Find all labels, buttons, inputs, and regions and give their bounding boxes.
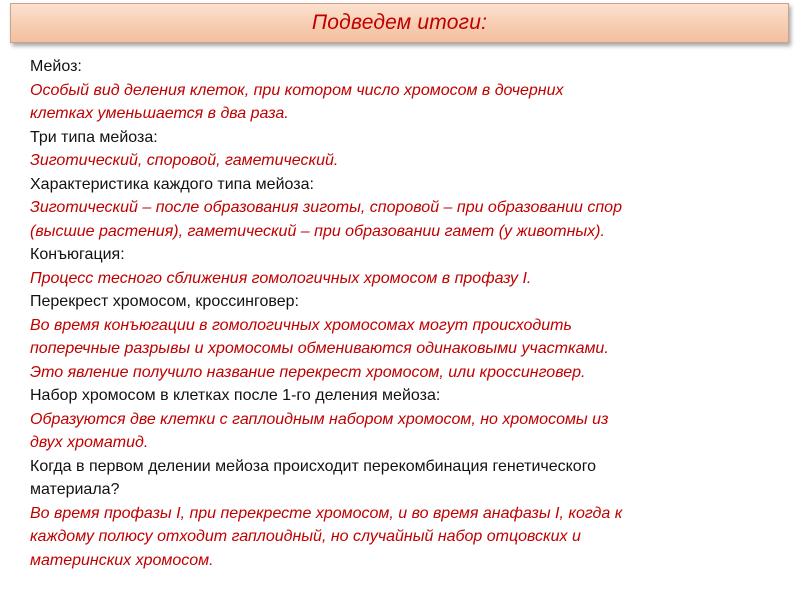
answer-line: Во время конъюгации в гомологичных хромосомах могут происходить — [30, 316, 572, 334]
answer-line: Зиготический, споровой, гаметический. — [30, 152, 339, 169]
answer-line: поперечные разрывы и хромосомы обмениваются одинаковыми участками. — [30, 340, 609, 357]
question-line: Три типа мейоза: — [30, 128, 158, 146]
question-line: Перекрест хромосом, кроссинговер: — [30, 293, 299, 310]
question-line: Конъюгация: — [30, 246, 125, 263]
question-line: Характеристика каждого типа мейоза: — [30, 175, 314, 193]
answer-line: Процесс тесного сближения гомологичных хромосом в профазу I. — [30, 269, 532, 287]
answer-line: Образуются две клетки с гаплоидным набором хромосом, но хромосомы из — [30, 410, 609, 428]
answer-line: каждому полюсу отходит гаплоидный, но случайный набор отцовских и — [30, 528, 581, 545]
answer-line: материнских хромосом. — [30, 551, 214, 569]
title-banner — [10, 3, 789, 43]
answer-line: Зиготический – после образования зиготы, споровой – при образовании спор — [30, 199, 622, 216]
answer-line: Во время профазы I, при перекресте хромосом, и во время анафазы I, когда к — [30, 504, 623, 522]
slide-title: Подведем итоги: — [311, 11, 488, 34]
question-line: Мейоз: — [30, 58, 82, 75]
question-line: материала? — [30, 481, 120, 498]
summary-content — [30, 55, 790, 572]
answer-line: Это явление получило название перекрест хромосом, или кроссинговер. — [30, 363, 586, 381]
answer-line: Особый вид деления клеток, при котором число хромосом в дочерних — [30, 81, 564, 99]
question-line: Когда в первом делении мейоза происходит перекомбинация генетического — [30, 457, 597, 475]
answer-line: (высшие растения), гаметический – при образовании гамет (у животных). — [30, 222, 605, 240]
question-line: Набор хромосом в клетках после 1-го деления мейоза: — [30, 387, 441, 404]
answer-line: клетках уменьшается в два раза. — [30, 105, 289, 122]
answer-line: двух хроматид. — [30, 434, 149, 451]
